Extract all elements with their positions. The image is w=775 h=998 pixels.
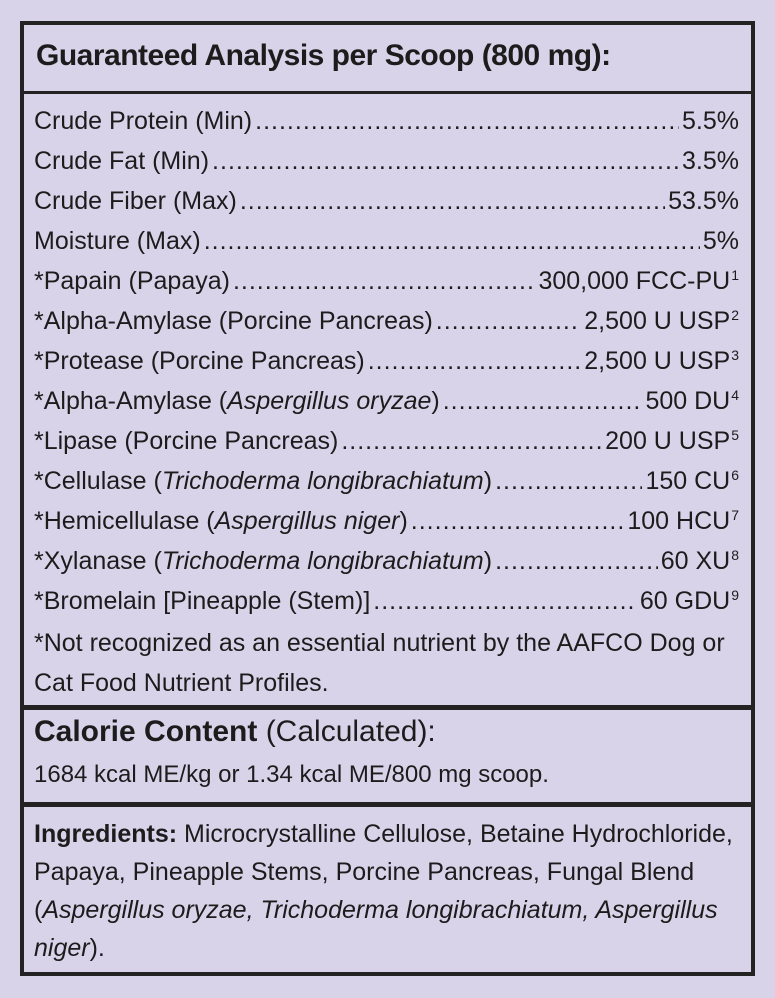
nutrient-value (538, 261, 739, 301)
footnote-marker: 9 (731, 587, 739, 603)
nutrient-value (661, 541, 739, 581)
dot-leader (212, 141, 679, 181)
nutrient-value (627, 501, 739, 541)
nutrient-name: *Alpha-Amylase (Porcine Pancreas) (34, 307, 433, 335)
nutrient-name-prefix: *Hemicellulase ( (34, 507, 215, 535)
nutrient-value-text: 5% (702, 227, 739, 255)
nutrient-row (34, 301, 739, 341)
nutrient-name: Crude Protein (Min) (34, 107, 253, 135)
footnote-marker: 1 (731, 267, 739, 283)
nutrient-name: Crude Fat (Min) (34, 147, 210, 175)
nutrient-row (34, 221, 739, 261)
nutrient-value (640, 581, 739, 621)
ingredients-end: ). (89, 934, 105, 962)
nutrient-name: Moisture (Max) (34, 227, 201, 255)
footnote-marker: 8 (731, 547, 739, 563)
dot-leader (495, 541, 658, 581)
dot-leader (255, 101, 679, 141)
dot-leader (495, 461, 642, 501)
nutrient-row (34, 421, 739, 461)
nutrient-row (34, 141, 739, 181)
nutrient-value (645, 461, 739, 501)
ingredients-paragraph (34, 815, 737, 967)
nutrient-value-text: 60 XU (660, 547, 731, 575)
nutrient-name-suffix: ) (431, 387, 440, 415)
nutrient-row (34, 181, 739, 221)
footnote-marker: 5 (731, 427, 739, 443)
nutrient-value (668, 181, 739, 221)
nutrient-value-text: 2,500 U USP (584, 307, 731, 335)
nutrition-label-panel (20, 21, 755, 976)
nutrient-name-suffix: ) (483, 467, 493, 495)
nutrient-name: *Bromelain [Pineapple (Stem)] (34, 587, 371, 615)
nutrient-row (34, 101, 739, 141)
nutrient-value-text: 5.5% (682, 107, 739, 135)
nutrient-name-suffix: ) (483, 547, 493, 575)
dot-leader (240, 181, 665, 221)
dot-leader (436, 301, 582, 341)
nutrient-value-text: 2,500 U USP (584, 347, 731, 375)
nutrient-value-text: 60 GDU (639, 587, 731, 615)
nutrient-name-suffix: ) (399, 507, 408, 535)
dot-leader (204, 221, 700, 261)
footnote-marker: 3 (731, 347, 739, 363)
nutrient-row (34, 501, 739, 541)
ingredients-italic: Aspergillus oryzae, Trichoderma longibrachiatum, Aspergillus niger (34, 896, 718, 962)
ingredients-divider (24, 802, 751, 807)
title-divider (24, 91, 751, 94)
dot-leader (443, 381, 643, 421)
nutrient-name-species: Trichoderma longibrachiatum (161, 547, 484, 575)
nutrient-value (584, 301, 739, 341)
nutrient-row (34, 341, 739, 381)
footnote-marker: 4 (731, 387, 739, 403)
nutrient-value-text: 300,000 FCC-PU (538, 267, 731, 295)
nutrient-row (34, 381, 739, 421)
calorie-title-rest: (Calculated): (257, 715, 436, 748)
nutrient-name (34, 501, 408, 541)
nutrient-value-text: 3.5% (682, 147, 739, 175)
dot-leader (368, 341, 582, 381)
nutrient-row (34, 541, 739, 581)
nutrient-value (584, 341, 739, 381)
calorie-title-bold: Calorie Content (34, 715, 258, 748)
nutrient-name-prefix: *Alpha-Amylase ( (34, 387, 228, 415)
nutrient-name: *Lipase (Porcine Pancreas) (34, 427, 339, 455)
nutrient-name-prefix: *Cellulase ( (34, 467, 162, 495)
nutrient-row (34, 461, 739, 501)
nutrient-name: Crude Fiber (Max) (34, 187, 237, 215)
nutrient-value (605, 421, 739, 461)
nutrient-name-prefix: *Xylanase ( (34, 547, 162, 575)
footnote-marker: 7 (731, 507, 739, 523)
ingredients-text: Microcrystalline Cellulose, Betaine Hydrochloride, Papaya, Pineapple Stems, Porcine Pancreas, Fungal Blend ( (34, 820, 733, 924)
nutrient-name (34, 541, 492, 581)
nutrient-name-species: Trichoderma longibrachiatum (161, 467, 484, 495)
nutrient-name: *Papain (Papaya) (34, 267, 230, 295)
nutrient-value (703, 221, 739, 261)
footnote-marker: 2 (731, 307, 739, 323)
nutrient-value-text: 500 DU (645, 387, 731, 415)
nutrient-list (34, 101, 739, 621)
dot-leader (233, 261, 535, 301)
nutrient-name (34, 381, 440, 421)
nutrient-name (34, 461, 492, 501)
nutrient-row (34, 261, 739, 301)
nutrient-value-text: 100 HCU (627, 507, 731, 535)
dot-leader (411, 501, 625, 541)
nutrient-footnote: *Not recognized as an essential nutrient by the AAFCO Dog or Cat Food Nutrient Profiles. (34, 629, 725, 697)
calorie-divider (24, 705, 751, 710)
nutrient-value-text: 150 CU (645, 467, 731, 495)
nutrient-name-species: Aspergillus oryzae (227, 387, 432, 415)
dot-leader (341, 421, 602, 461)
calorie-content-text: 1684 kcal ME/kg or 1.34 kcal ME/800 mg scoop. (34, 761, 549, 788)
nutrient-value (682, 101, 739, 141)
footnote-marker: 6 (731, 467, 739, 483)
ingredients-label: Ingredients: (34, 820, 178, 848)
nutrient-row (34, 581, 739, 621)
nutrient-name-species: Aspergillus niger (214, 507, 400, 535)
nutrient-value-text: 53.5% (668, 187, 739, 215)
dot-leader (373, 581, 637, 621)
nutrient-value (645, 381, 739, 421)
nutrient-value-text: 200 U USP (605, 427, 731, 455)
calorie-content-title (34, 715, 436, 749)
nutrient-name: *Protease (Porcine Pancreas) (34, 347, 365, 375)
guaranteed-analysis-title: Guaranteed Analysis per Scoop (800 mg): (36, 39, 611, 72)
nutrient-value (682, 141, 739, 181)
